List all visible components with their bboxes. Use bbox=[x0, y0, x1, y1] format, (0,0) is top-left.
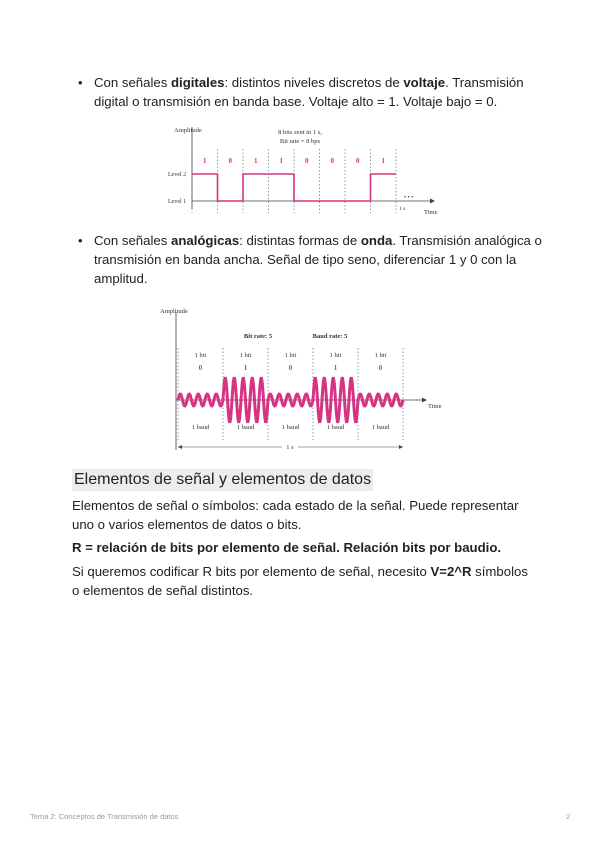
symbols-formula: V=2^R bbox=[430, 564, 472, 579]
fig1-amplitude-label: Amplitude bbox=[174, 127, 202, 134]
bullet1-bold-voltaje: voltaje bbox=[403, 75, 446, 90]
fig1-title-line1: 8 bits sent in 1 s, bbox=[278, 129, 322, 136]
fig1-digital-waveform bbox=[192, 174, 396, 201]
bullet-digital-signals bbox=[94, 73, 544, 111]
footer-title: Tema 2: Conceptos de Transmisión de datos bbox=[30, 812, 179, 821]
fig1-bit-value: 0 bbox=[305, 157, 309, 165]
fig2-bit-value: 1 bbox=[243, 364, 248, 372]
bullet2-text-3: . Transmisión analógica o transmisión en banda ancha. Señal de tipo seno, diferenciar 1 y 0 con la amplitud. bbox=[94, 233, 542, 286]
fig2-time-arrow bbox=[422, 398, 427, 403]
fig1-bit-value: 1 bbox=[254, 157, 258, 165]
bits-per-baud-paragraph: R = relación de bits por elemento de señal. Relación bits por baudio. bbox=[72, 540, 502, 555]
fig2-baud-label: 1 baud bbox=[371, 424, 390, 431]
fig2-baud-label: 1 baud bbox=[236, 424, 255, 431]
fig1-continuation-dots: • • • bbox=[404, 195, 414, 201]
section-heading: Elementos de señal y elementos de datos bbox=[72, 469, 373, 491]
fig2-bit-labels bbox=[192, 352, 390, 431]
fig1-time-label: Time bbox=[424, 209, 438, 216]
digital-signal-figure bbox=[168, 123, 442, 218]
fig1-bit-value: 0 bbox=[356, 157, 360, 165]
fig2-baud-label: 1 baud bbox=[326, 424, 345, 431]
fig1-bit-value: 1 bbox=[279, 157, 283, 165]
fig2-bit-label: 1 bit bbox=[284, 352, 297, 359]
bullet-analog-signals bbox=[94, 231, 544, 288]
fig1-level1-label: Level 1 bbox=[168, 199, 187, 205]
fig2-bit-value: 0 bbox=[288, 364, 293, 372]
bullet1-text-2: : distintos niveles discretos de bbox=[224, 75, 404, 90]
signal-elements-paragraph: Elementos de señal o símbolos: cada estado de la señal. Puede representar uno o varios elementos de datos o bits. bbox=[72, 498, 519, 532]
analog-signal-figure bbox=[158, 300, 450, 455]
fig1-title-line2: Bit rate = 8 bps bbox=[279, 138, 321, 145]
fig2-bit-label: 1 bit bbox=[329, 352, 342, 359]
bullet2-bold-analogicas: analógicas bbox=[170, 233, 240, 248]
fig2-bit-label: 1 bit bbox=[374, 352, 387, 359]
fig2-bit-value: 0 bbox=[198, 364, 203, 372]
symbols-paragraph bbox=[72, 562, 532, 600]
bullet2-text-1: Con señales bbox=[94, 233, 171, 248]
fig2-span-arrow-left bbox=[178, 445, 182, 449]
fig2-one-second-label: 1 s bbox=[286, 444, 294, 451]
analog-signal-diagram bbox=[158, 300, 450, 455]
digital-signal-diagram bbox=[168, 123, 442, 218]
fig2-baud-label: 1 baud bbox=[191, 424, 210, 431]
fig1-bit-value: 0 bbox=[228, 157, 232, 165]
fig1-x-arrow bbox=[430, 199, 435, 204]
bullet1-bold-digitales: digitales bbox=[170, 75, 225, 90]
fig1-one-second-label: 1 s bbox=[399, 206, 406, 212]
fig1-level2-label: Level 2 bbox=[168, 172, 187, 178]
fig2-bit-value: 1 bbox=[333, 364, 338, 372]
fig2-bitrate-label: Bit rate: 5 bbox=[243, 333, 273, 340]
bullet2-bold-onda: onda bbox=[360, 233, 393, 248]
bullet1-text-3: . Transmisión digital o transmisión en banda base. Voltaje alto = 1. Voltaje bajo = 0. bbox=[94, 75, 524, 109]
footer-page-number: 2 bbox=[566, 812, 571, 821]
symbols-text-1: Si queremos codificar R bits por elemento de señal, necesito bbox=[72, 564, 431, 579]
fig2-bit-label: 1 bit bbox=[194, 352, 207, 359]
symbols-text-2: símbolos o elementos de señal distintos. bbox=[72, 564, 528, 598]
fig2-time-label: Time bbox=[428, 403, 442, 410]
fig1-bit-value: 1 bbox=[381, 157, 385, 165]
fig2-amplitude-label: Amplitude bbox=[160, 308, 188, 315]
fig1-bit-value: 1 bbox=[203, 157, 207, 165]
fig2-bit-value: 0 bbox=[378, 364, 383, 372]
fig2-bit-label: 1 bit bbox=[239, 352, 252, 359]
fig2-baudrate-label: Baud rate: 5 bbox=[312, 333, 348, 340]
fig1-bit-value: 0 bbox=[330, 157, 334, 165]
bullet1-text-1: Con señales bbox=[94, 75, 171, 90]
fig2-baud-label: 1 baud bbox=[281, 424, 300, 431]
bullet2-text-2: : distintas formas de bbox=[239, 233, 361, 248]
fig2-span-arrow-right bbox=[399, 445, 403, 449]
